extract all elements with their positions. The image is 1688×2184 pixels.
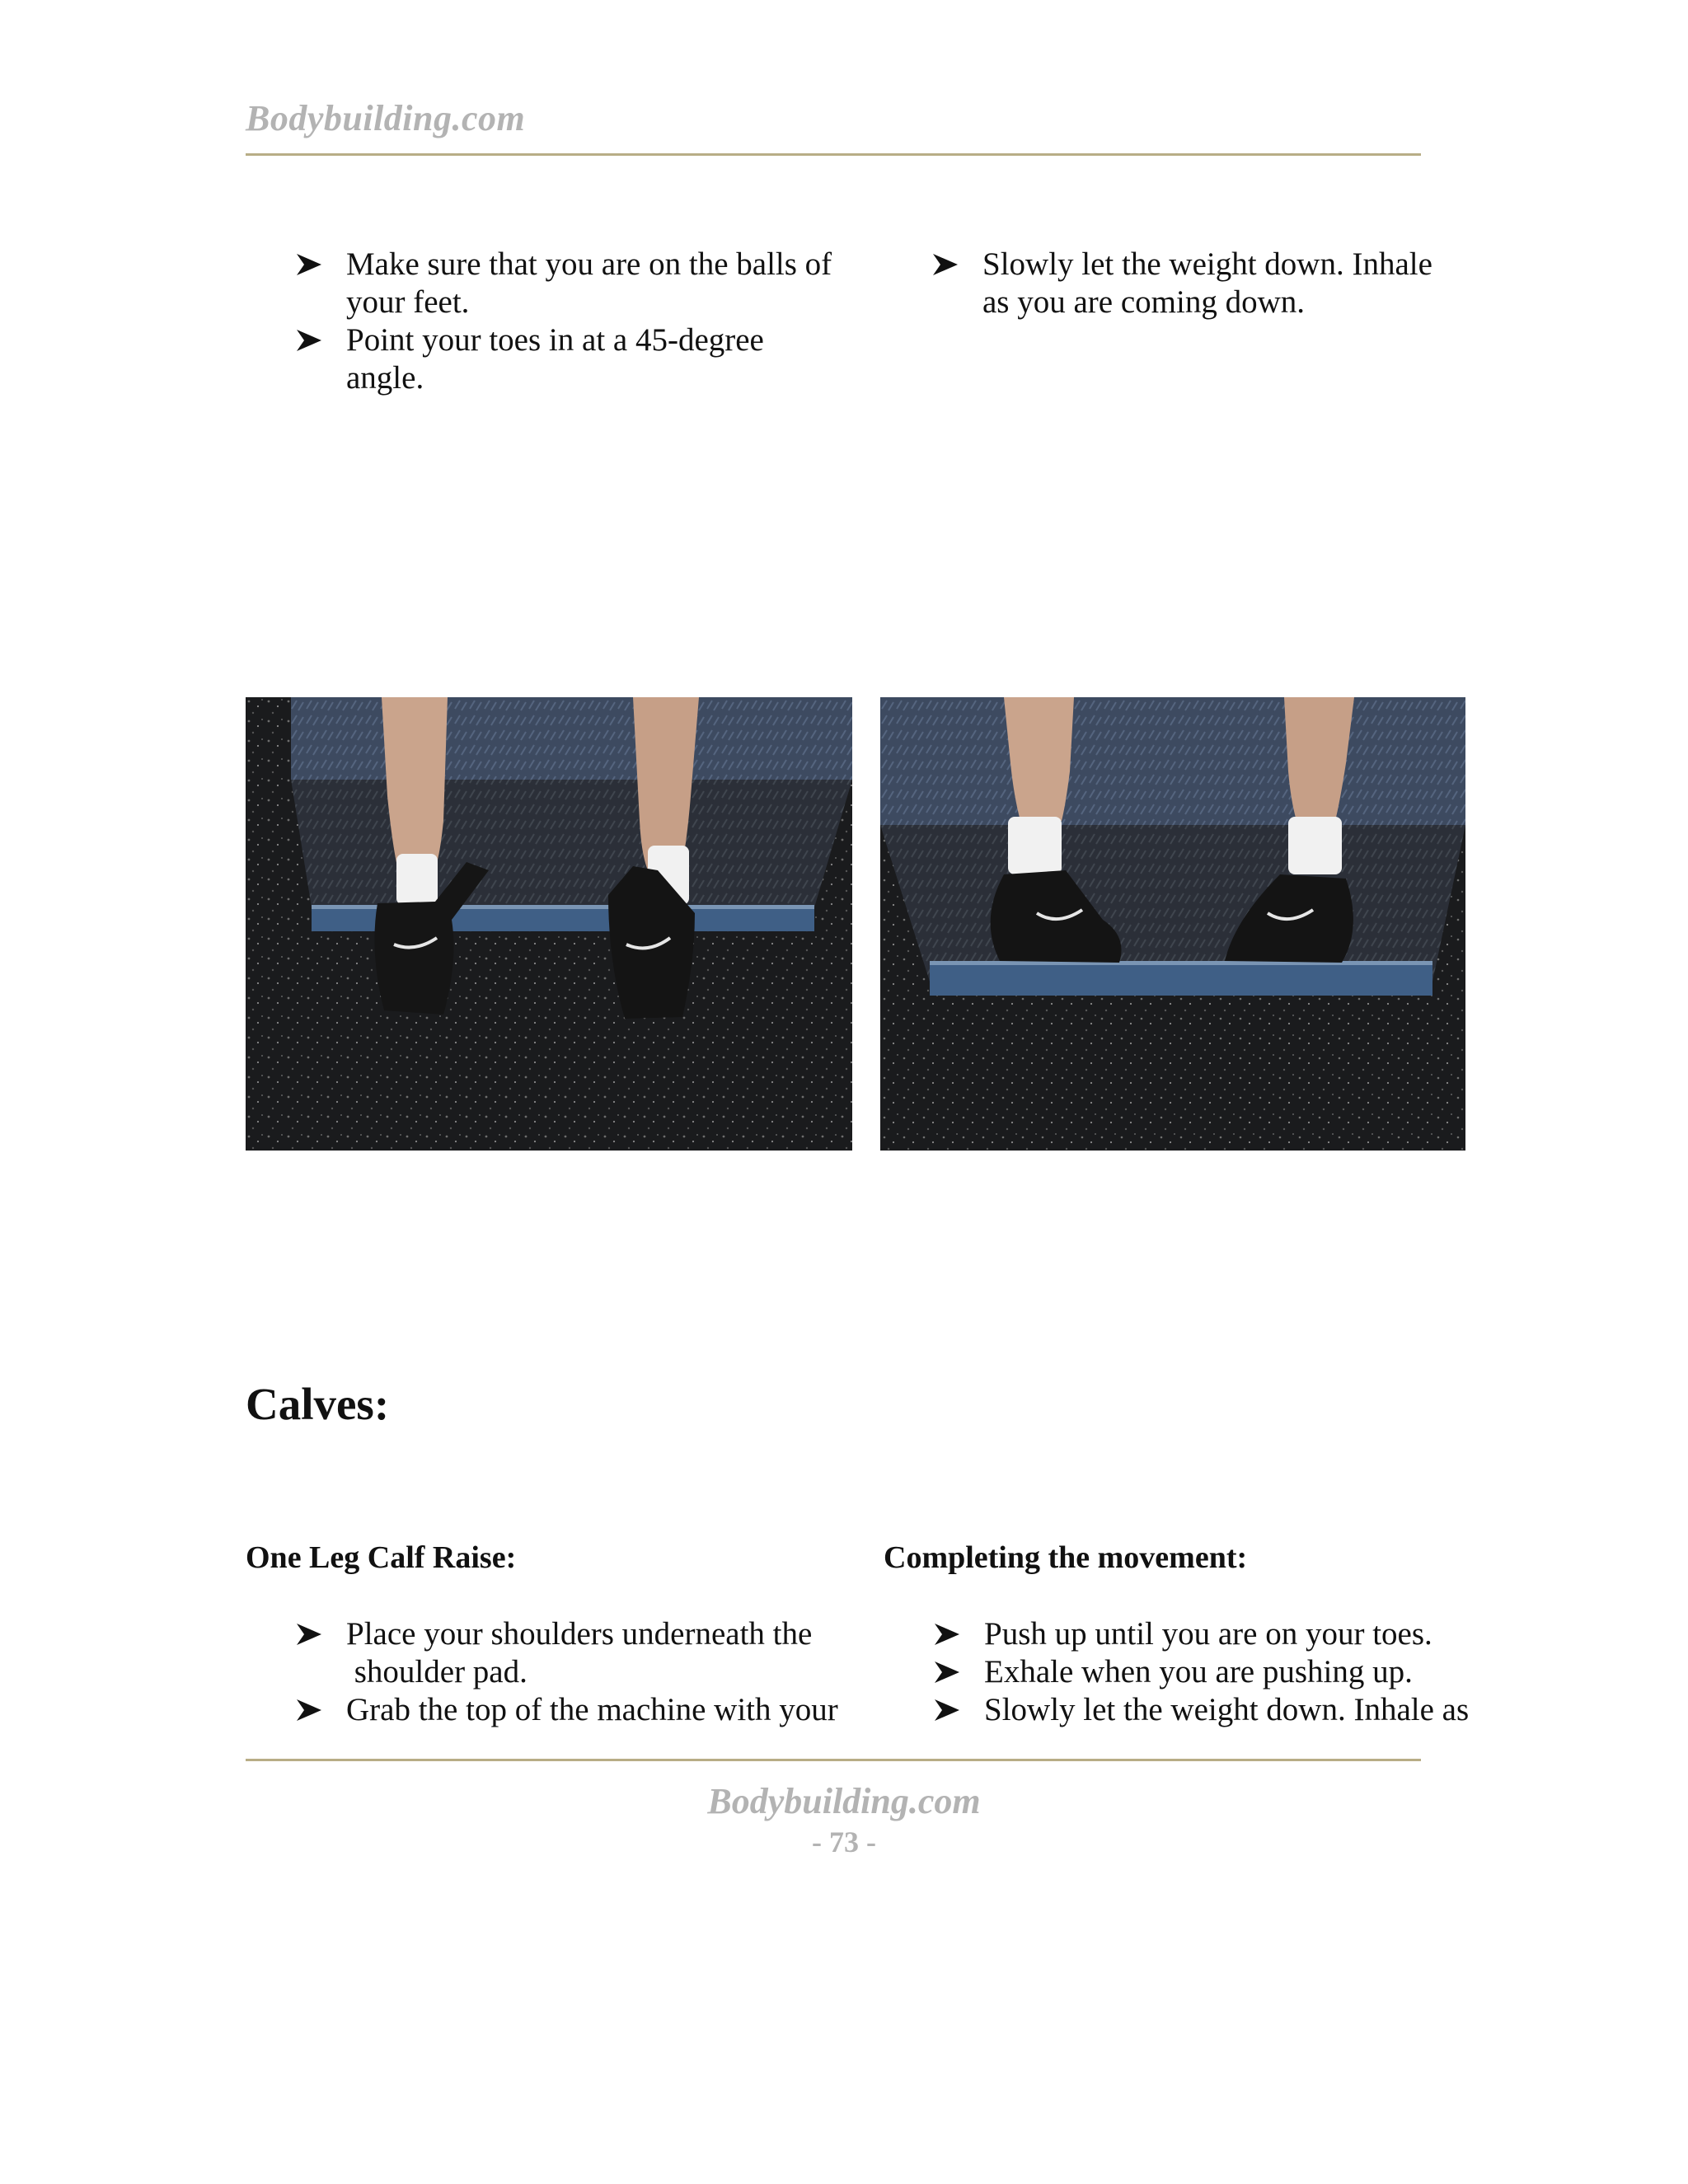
bullet-text-line: Grab the top of the machine with your: [346, 1692, 838, 1727]
list-item: [935, 1653, 1479, 1691]
list-item: [297, 1691, 874, 1729]
calf-raise-start-photo: [246, 697, 852, 1151]
bullet-text-line: Place your shoulders underneath the: [346, 1616, 813, 1652]
section-title: Calves:: [246, 1379, 390, 1429]
footer-site-name: Bodybuilding.com: [707, 1781, 981, 1821]
bottom-right-bullet-list: [935, 1615, 1479, 1729]
top-left-bullet-list: [297, 246, 857, 397]
top-right-bullet-list: [933, 246, 1461, 321]
arrowhead-bullet-icon: [935, 1691, 976, 1721]
list-item: [297, 321, 857, 397]
bullet-text-line: angle.: [346, 360, 424, 396]
list-item: [297, 1615, 874, 1691]
bullet-text-line: Make sure that you are on the balls of: [346, 246, 832, 282]
list-item: [935, 1691, 1479, 1729]
bullet-text-line: Point your toes in at a 45-degree: [346, 322, 764, 358]
arrowhead-bullet-icon: [297, 321, 338, 351]
bullet-text-line: Slowly let the weight down. Inhale as: [984, 1692, 1470, 1727]
bullet-text-line: Exhale when you are pushing up.: [984, 1654, 1413, 1690]
arrowhead-bullet-icon: [297, 1615, 338, 1645]
list-item: [933, 246, 1461, 321]
list-item: [297, 246, 857, 321]
arrowhead-bullet-icon: [297, 1691, 338, 1721]
bullet-text-line: your feet.: [346, 284, 470, 320]
right-subheading: Completing the movement:: [884, 1540, 1248, 1575]
arrowhead-bullet-icon: [297, 246, 338, 275]
arrowhead-bullet-icon: [935, 1653, 976, 1683]
calf-raise-top-photo: [880, 697, 1465, 1151]
arrowhead-bullet-icon: [933, 246, 974, 275]
footer-rule: [246, 1759, 1421, 1761]
header-rule: [246, 153, 1421, 156]
bullet-text-line: Push up until you are on your toes.: [984, 1616, 1432, 1652]
bullet-text-line: shoulder pad.: [346, 1654, 528, 1690]
list-item: [935, 1615, 1479, 1653]
left-subheading: One Leg Calf Raise:: [246, 1540, 517, 1575]
bullet-text-line: Slowly let the weight down. Inhale: [982, 246, 1432, 282]
header-site-name: Bodybuilding.com: [246, 98, 526, 138]
bullet-text-line: as you are coming down.: [982, 284, 1305, 320]
page-number: - 73 -: [812, 1825, 876, 1858]
arrowhead-bullet-icon: [935, 1615, 976, 1645]
bottom-left-bullet-list: [297, 1615, 874, 1729]
